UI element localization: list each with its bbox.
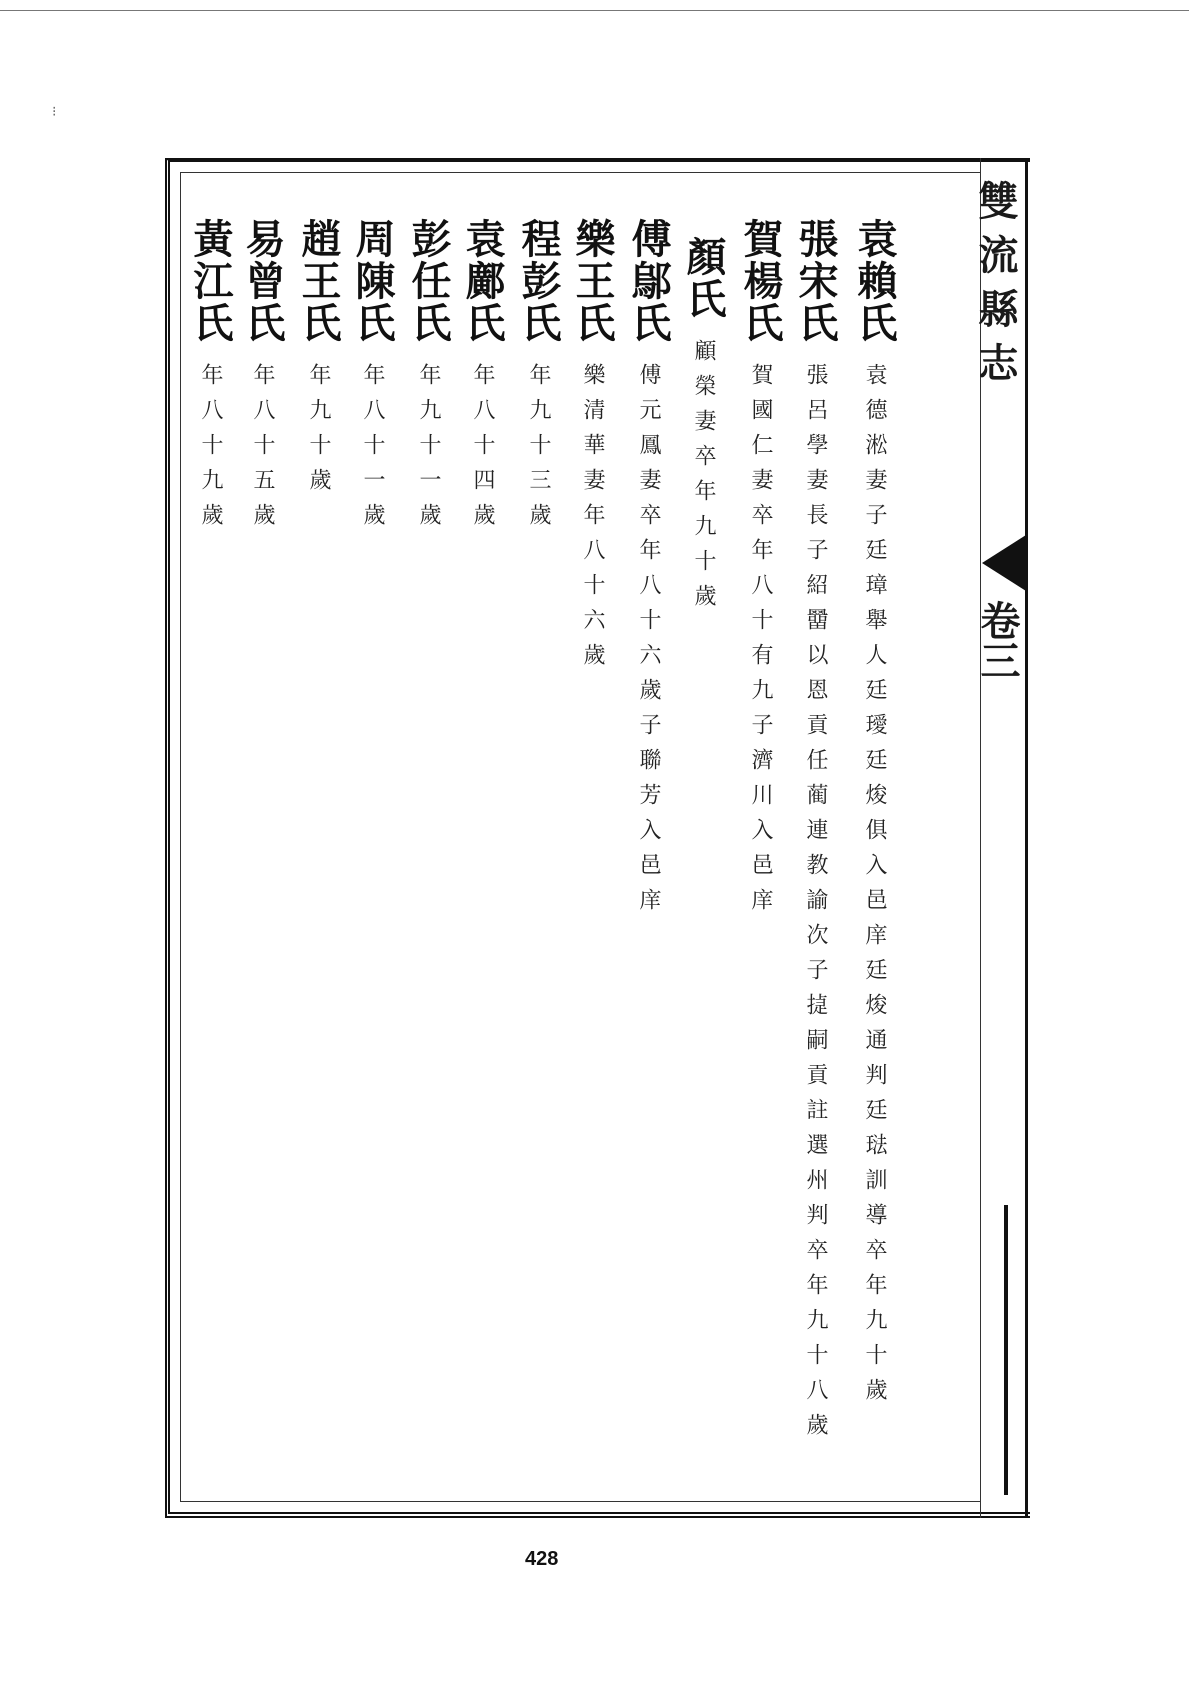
entry-name: 黃江氏 (187, 218, 234, 344)
entry-column (239, 218, 286, 539)
entry-note: 年八十九歲 (198, 363, 223, 539)
book-title: 雙流縣志 (972, 180, 1019, 396)
volume-label: 卷三 (974, 600, 1021, 680)
entry-note: 年八十四歲 (470, 363, 495, 539)
entry-note: 傅元鳳妻卒年八十六歲子聯芳入邑庠 (636, 363, 661, 924)
entry-note: 年九十三歲 (526, 363, 551, 539)
entry-note: 顧榮妻卒年九十歲 (691, 339, 716, 620)
entry-column (792, 218, 839, 1449)
entry-name: 張宋氏 (792, 218, 839, 344)
entry-note: 袁德淞妻子廷璋舉人廷璦廷焌俱入邑庠廷焌通判廷琺訓導卒年九十歲 (862, 363, 887, 1414)
entry-name: 彭任氏 (405, 218, 452, 344)
entry-column (187, 218, 234, 539)
entry-column (459, 218, 506, 539)
entry-column (680, 236, 727, 620)
entry-column (515, 218, 562, 539)
entry-column (569, 218, 616, 679)
entry-note: 樂清華妻年八十六歲 (580, 363, 605, 679)
page-number: 428 (525, 1548, 559, 1570)
entry-name: 袁賴氏 (851, 218, 898, 344)
entry-column (349, 218, 396, 539)
entry-name: 袁鄺氏 (459, 218, 506, 344)
entry-name: 傅鄔氏 (625, 218, 672, 344)
entry-note: 年八十一歲 (360, 363, 385, 539)
entry-name: 顏氏 (680, 236, 727, 320)
scan-top-rule (0, 10, 1189, 11)
entry-note: 年九十歲 (306, 363, 331, 504)
entry-note: 年九十一歲 (416, 363, 441, 539)
entry-name: 程彭氏 (515, 218, 562, 344)
entry-column (625, 218, 672, 924)
entry-column (737, 218, 784, 924)
scan-stray-mark: ⁝ (52, 104, 57, 120)
entry-note: 張呂學妻長子紹羀以恩貢任蔺連教諭次子㨗嗣貢註選州判卒年九十八歲 (803, 363, 828, 1449)
fish-tail-mark-icon (982, 535, 1026, 591)
entry-column (851, 218, 898, 1414)
entry-note: 賀國仁妻卒年八十有九子濟川入邑庠 (748, 363, 773, 924)
entry-name: 趙王氏 (295, 218, 342, 344)
entry-note: 年八十五歲 (250, 363, 275, 539)
entry-name: 易曾氏 (239, 218, 286, 344)
entry-name: 賀楊氏 (737, 218, 784, 344)
entry-column (405, 218, 452, 539)
entry-name: 周陳氏 (349, 218, 396, 344)
entry-column (295, 218, 342, 504)
margin-bar (1004, 1205, 1008, 1495)
entry-name: 樂王氏 (569, 218, 616, 344)
